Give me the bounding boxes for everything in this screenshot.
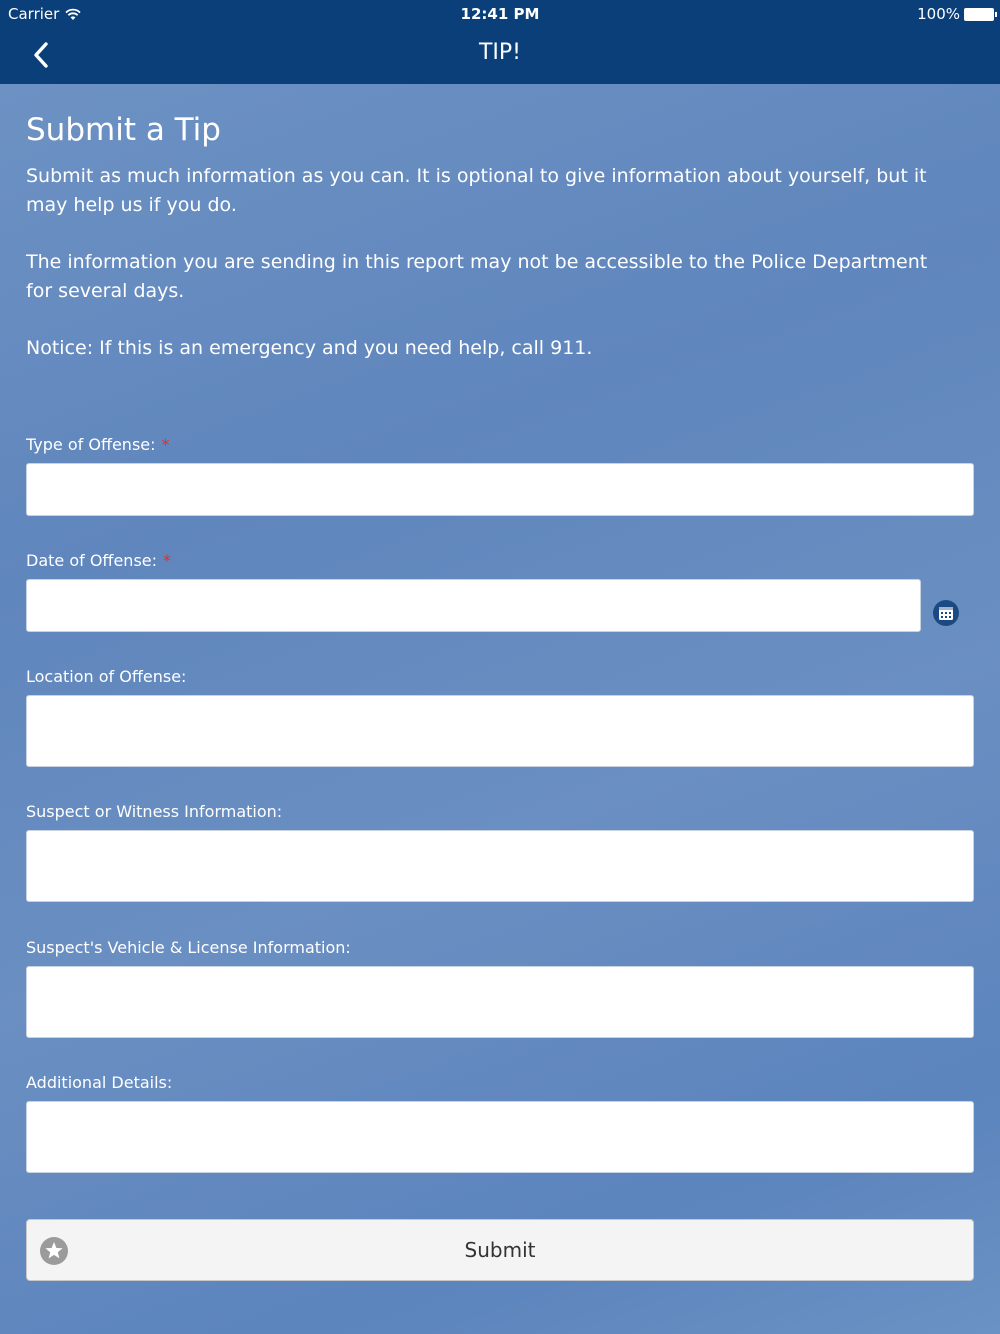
required-mark: * xyxy=(161,435,170,454)
location-of-offense-label: Location of Offense: xyxy=(26,667,187,686)
additional-details-row xyxy=(26,1073,974,1173)
location-of-offense-row xyxy=(26,667,974,767)
status-bar xyxy=(0,0,1000,28)
calendar-button[interactable] xyxy=(933,600,959,626)
submit-label: Submit xyxy=(464,1238,536,1262)
suspect-witness-input[interactable] xyxy=(26,830,974,902)
intro-section xyxy=(26,112,946,391)
additional-details-label: Additional Details: xyxy=(26,1073,173,1092)
status-time: 12:41 PM xyxy=(460,5,540,23)
type-of-offense-row xyxy=(26,435,974,516)
carrier-label: Carrier xyxy=(8,5,60,23)
location-of-offense-input[interactable] xyxy=(26,695,974,767)
date-of-offense-label: Date of Offense: * xyxy=(26,551,172,570)
date-of-offense-row xyxy=(26,551,921,632)
battery-icon xyxy=(964,8,994,21)
nav-bar xyxy=(0,28,1000,84)
calendar-icon xyxy=(938,605,954,621)
vehicle-license-input[interactable] xyxy=(26,966,974,1038)
nav-title: TIP! xyxy=(478,40,521,65)
additional-details-input[interactable] xyxy=(26,1101,974,1173)
type-of-offense-label: Type of Offense: * xyxy=(26,435,170,454)
required-mark: * xyxy=(163,551,172,570)
date-of-offense-input[interactable] xyxy=(26,579,921,632)
type-of-offense-input[interactable] xyxy=(26,463,974,516)
submit-button[interactable] xyxy=(26,1219,974,1281)
emergency-notice: Notice: If this is an emergency and you need help, call 911. xyxy=(26,337,593,359)
intro-paragraph-1: Submit as much information as you can. It is optional to give information about yourself, but it may help us if you do. xyxy=(26,165,927,216)
vehicle-license-row xyxy=(26,938,974,1038)
suspect-witness-label: Suspect or Witness Information: xyxy=(26,802,283,821)
intro-paragraph-2: The information you are sending in this report may not be accessible to the Police Department for several days. xyxy=(26,251,928,302)
vehicle-license-label: Suspect's Vehicle & License Information: xyxy=(26,938,351,957)
suspect-witness-row xyxy=(26,802,974,902)
page-title: Submit a Tip xyxy=(26,112,221,148)
battery-percent: 100% xyxy=(917,5,960,23)
status-battery xyxy=(917,5,994,23)
